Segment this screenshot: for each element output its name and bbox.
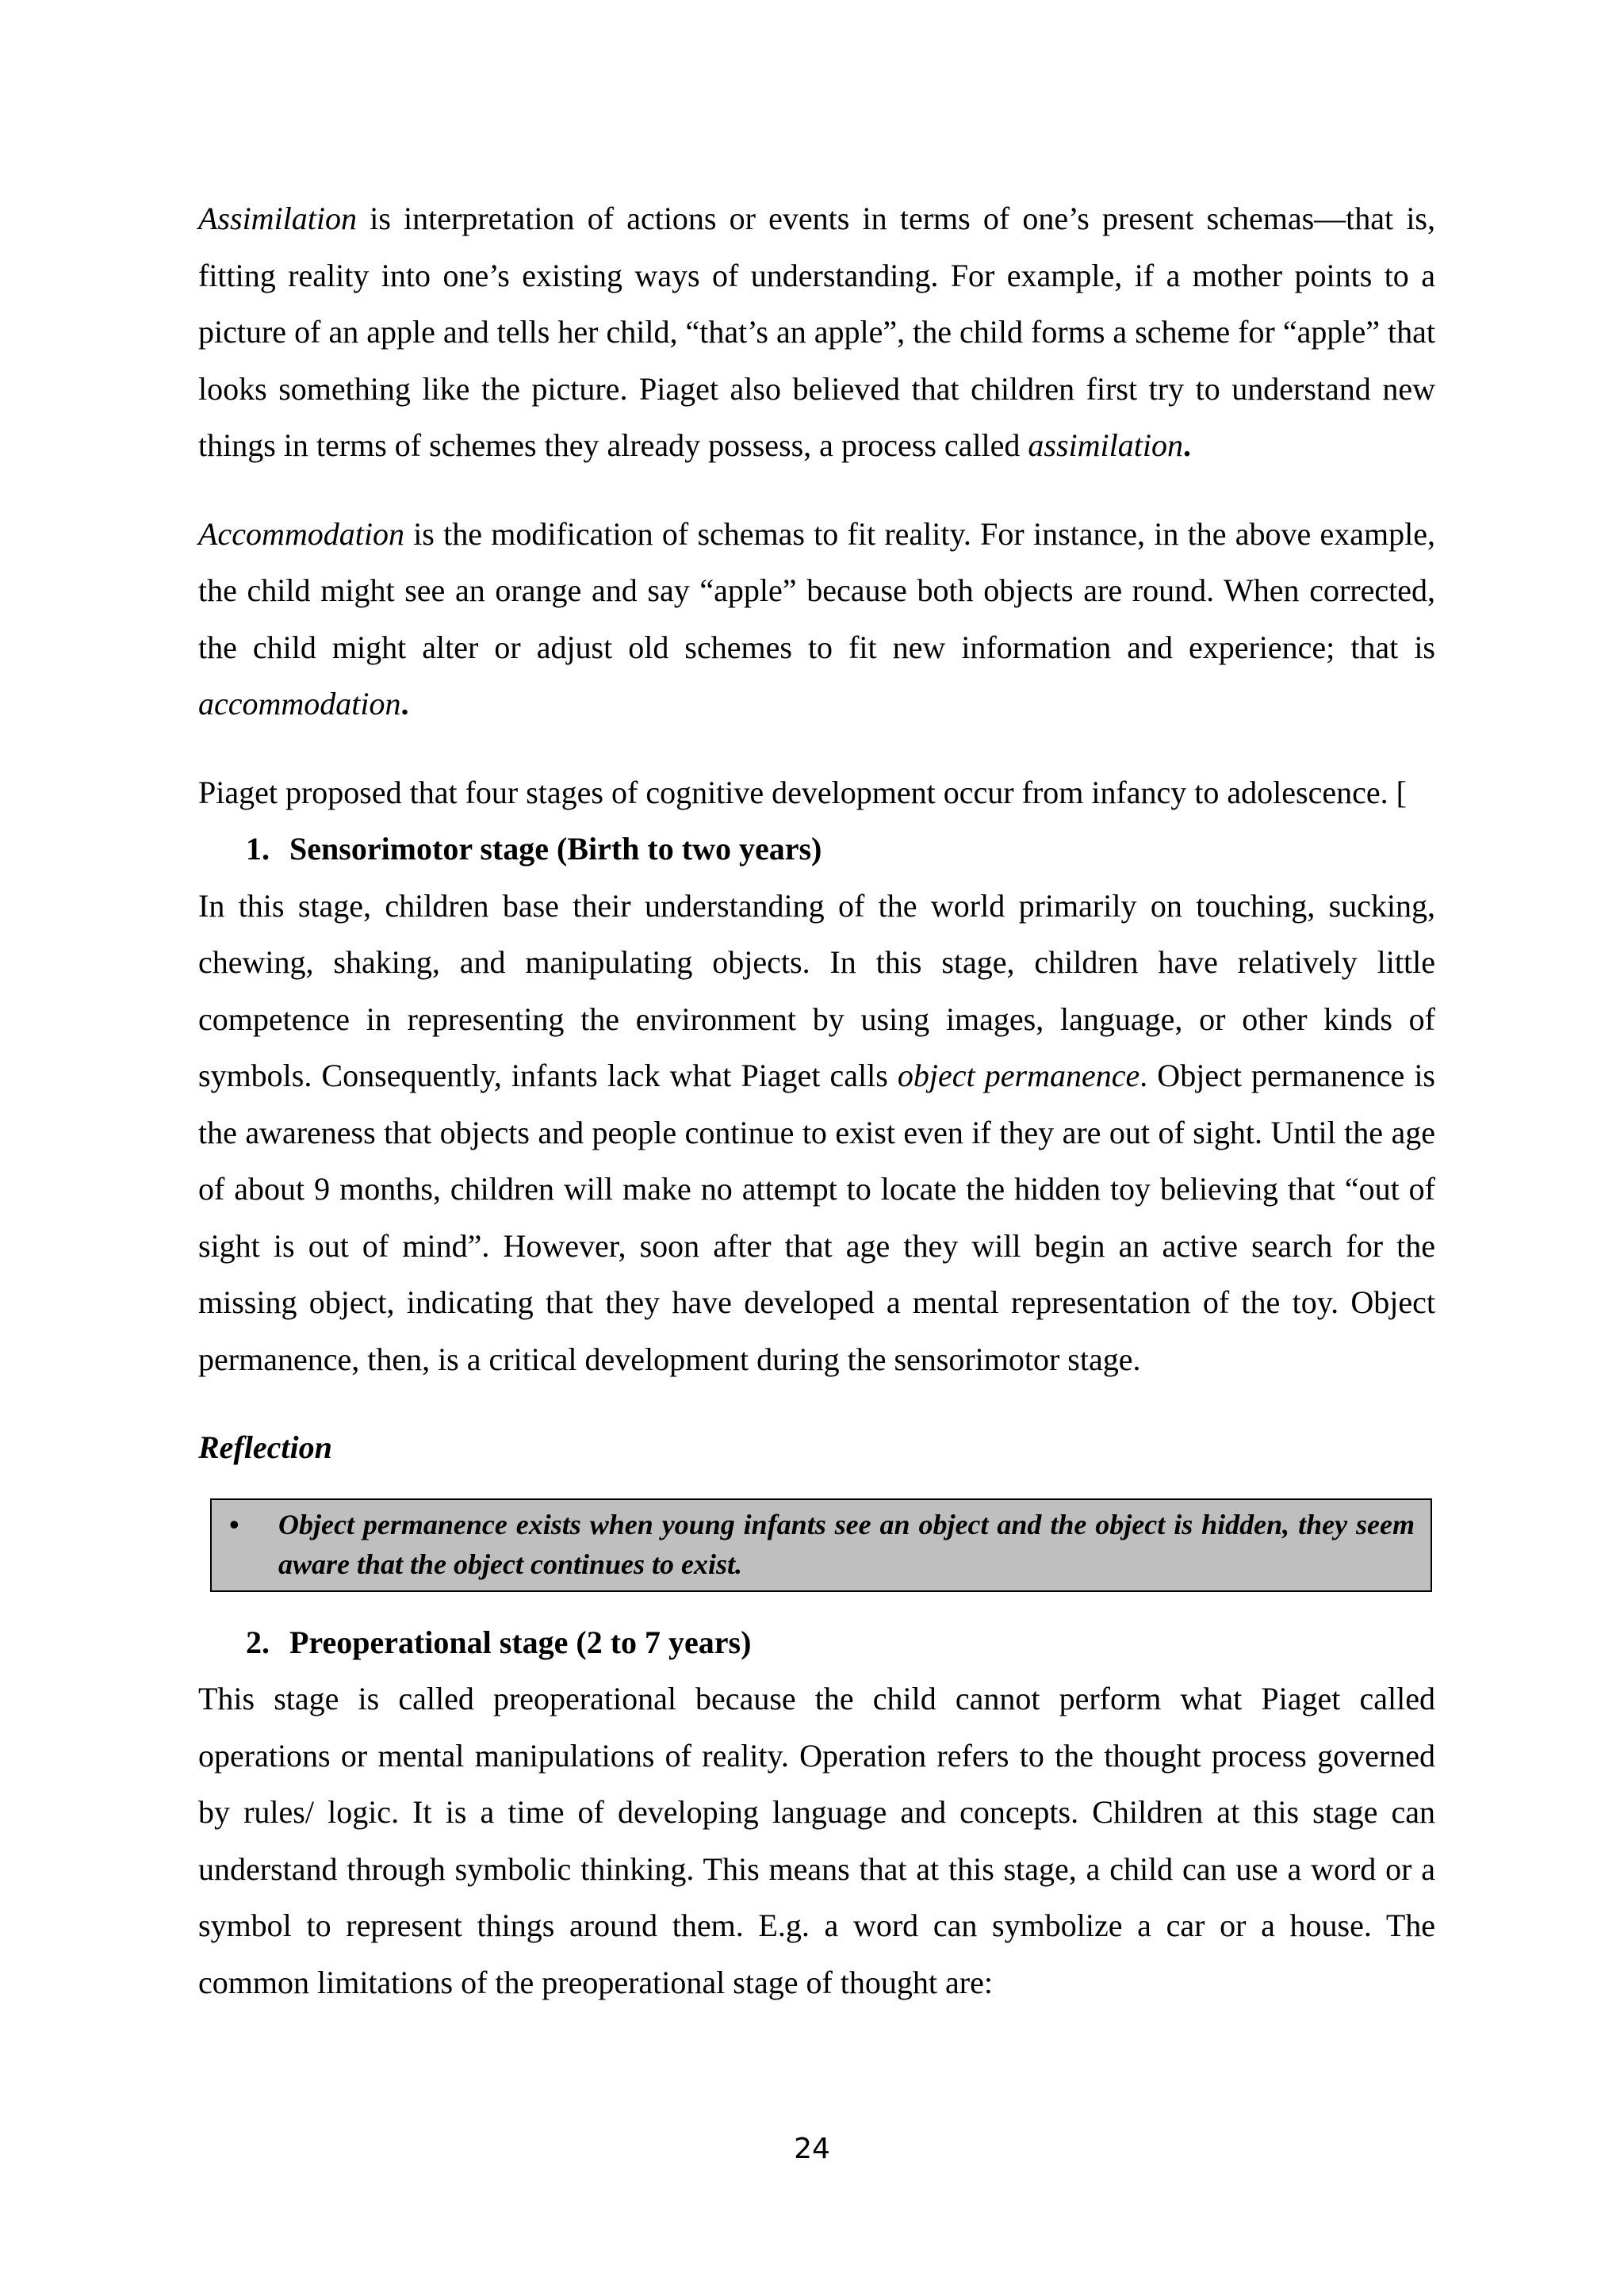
assimilation-term-end: assimilation — [1028, 427, 1183, 463]
accommodation-term: Accommodation — [198, 515, 404, 552]
sensorimotor-body-2: . Object permanence is the awareness that objects and people continue to exist even if they are out of sight. Until the age of about 9 months, children will make no attempt to locate the hidden toy believing that “out of sight is out of mind”. However, soon after that age they will begin an active search for the missing object, indicating that they have developed a mental representation of the toy. Object permanence, then, is a critical development during the sensorimotor stage. — [198, 1058, 1435, 1377]
sensorimotor-heading — [198, 821, 1435, 878]
object-permanence-term: object permanence — [897, 1058, 1140, 1093]
reflection-text: Object permanence exists when young infants see an object and the object is hidden, they seem aware that the object continues to exist. — [278, 1508, 1415, 1580]
assimilation-term: Assimilation — [198, 201, 358, 236]
preoperational-number: 2. — [246, 1624, 270, 1660]
accommodation-paragraph — [198, 506, 1435, 733]
reflection-title: Reflection — [198, 1429, 332, 1465]
accommodation-body: is the modification of schemas to fit reality. For instance, in the above example, the child might see an orange and say “apple” because both objects are round. When corrected, the child might alter or adjust old schemes to fit new information and experience; that is — [198, 515, 1435, 665]
accommodation-term-end: accommodation — [198, 686, 401, 721]
sensorimotor-paragraph — [198, 878, 1435, 1388]
assimilation-body: is interpretation of actions or events in terms of one’s present schemas—that is, fitting reality into one’s existing ways of understanding. For example, if a mother points to a picture of an apple and tells her child, “that’s an apple”, the child forms a scheme for “apple” that looks something like the picture. Piaget also believed that children first try to understand new things in terms of schemes they already possess, a process called — [198, 201, 1435, 463]
assimilation-paragraph — [198, 190, 1435, 474]
page-content — [198, 190, 1435, 2011]
page-number: 24 — [794, 2133, 830, 2165]
bullet-icon: • — [229, 1508, 239, 1540]
preoperational-title: Preoperational stage (2 to 7 years) — [289, 1624, 752, 1660]
preoperational-heading — [198, 1614, 1435, 1671]
sensorimotor-number: 1. — [246, 831, 270, 867]
assimilation-end-punct: . — [1182, 427, 1191, 463]
reflection-box — [210, 1498, 1432, 1592]
sensorimotor-title: Sensorimotor stage (Birth to two years) — [289, 831, 822, 867]
sensorimotor-body-1: In this stage, children base their understanding of the world primarily on touching, sucking, chewing, shaking, and manipulating objects. In this stage, children have relatively little competence in representing the environment by using images, language, or other kinds of symbols. Consequently, infants lack what Piaget calls — [198, 887, 1435, 1093]
stages-intro-paragraph: Piaget proposed that four stages of cognitive development occur from infancy to adolescence. [ — [198, 774, 1407, 810]
preoperational-paragraph: This stage is called preoperational because the child cannot perform what Piaget called operations or mental manipulations of reality. Operation refers to the thought process governed by rules/ logic. It is a time of developing language and concepts. Children at this stage can understand through symbolic thinking. This means that at this stage, a child can use a word or a symbol to represent things around them. E.g. a word can symbolize a car or a house. The common limitations of the preoperational stage of thought are: — [198, 1681, 1435, 2000]
accommodation-end-punct: . — [400, 686, 409, 721]
